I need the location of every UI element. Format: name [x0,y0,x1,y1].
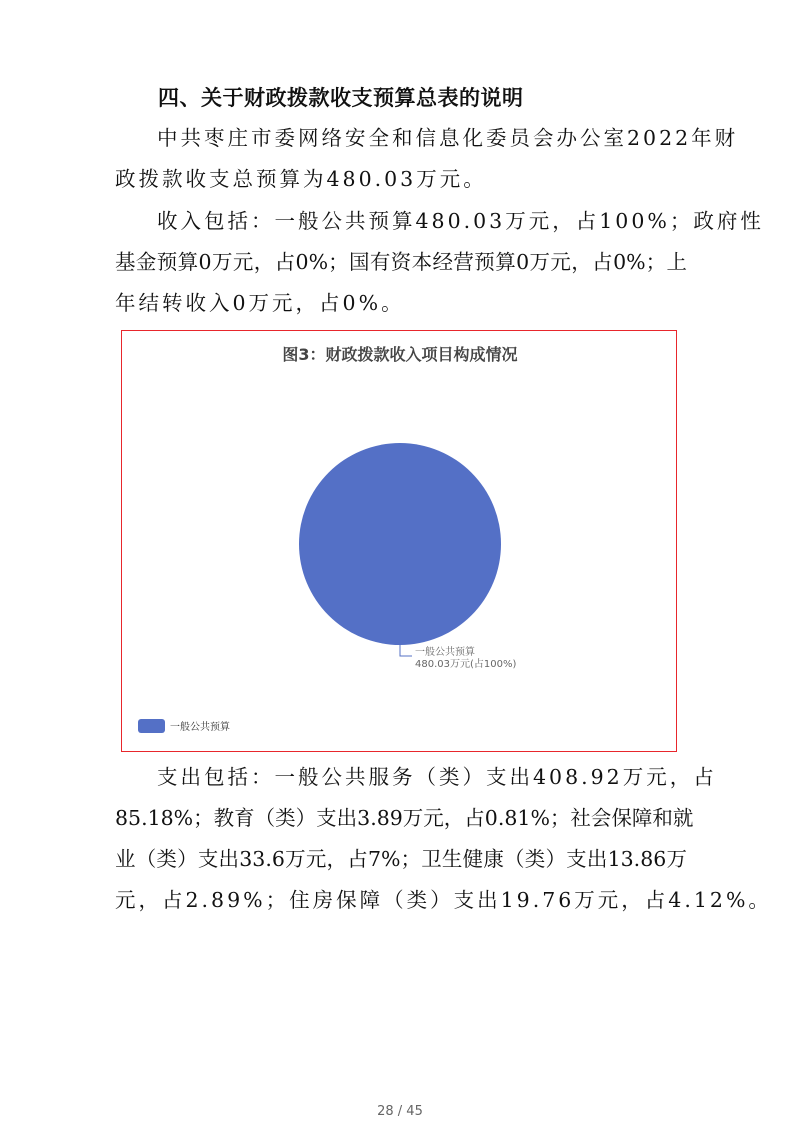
paragraph-income [115,201,764,324]
paragraph-expenditure [115,757,772,921]
chart-title: 图3：财政拨款收入项目构成情况 [282,345,518,364]
pie-chart-svg [122,331,678,753]
paragraph-line: 业（类）支出33.6万元，占7%；卫生健康（类）支出13.86万 [115,847,687,871]
pie-label-value: 480.03万元(占100%) [415,659,517,670]
paragraph-line: 元，占2.89%；住房保障（类）支出19.76万元，占4.12%。 [115,888,772,912]
paragraph-line: 收入包括：一般公共预算480.03万元，占100%；政府性 [157,209,764,233]
pie-slice [299,443,501,645]
paragraph-line: 支出包括：一般公共服务（类）支出408.92万元，占 [157,765,717,789]
legend-swatch[interactable] [138,719,165,733]
paragraph-line: 年结转收入0万元，占0%。 [115,291,405,315]
pie-label-name: 一般公共预算 [415,647,475,658]
paragraph-line: 85.18%；教育（类）支出3.89万元，占0.81%；社会保障和就 [115,806,694,830]
paragraph-line: 政拨款收支总预算为480.03万元。 [115,167,487,191]
pie-label-line [400,645,412,656]
paragraph-total-budget [115,118,739,200]
legend-label[interactable]: 一般公共预算 [170,722,230,733]
paragraph-line: 中共枣庄市委网络安全和信息化委员会办公室2022年财 [157,126,739,150]
page-number: 28 / 45 [377,1104,423,1119]
paragraph-line: 基金预算0万元，占0%；国有资本经营预算0万元，占0%；上 [115,250,687,274]
pie-chart [121,330,677,752]
section-heading: 四、关于财政拨款收支预算总表的说明 [158,86,524,110]
